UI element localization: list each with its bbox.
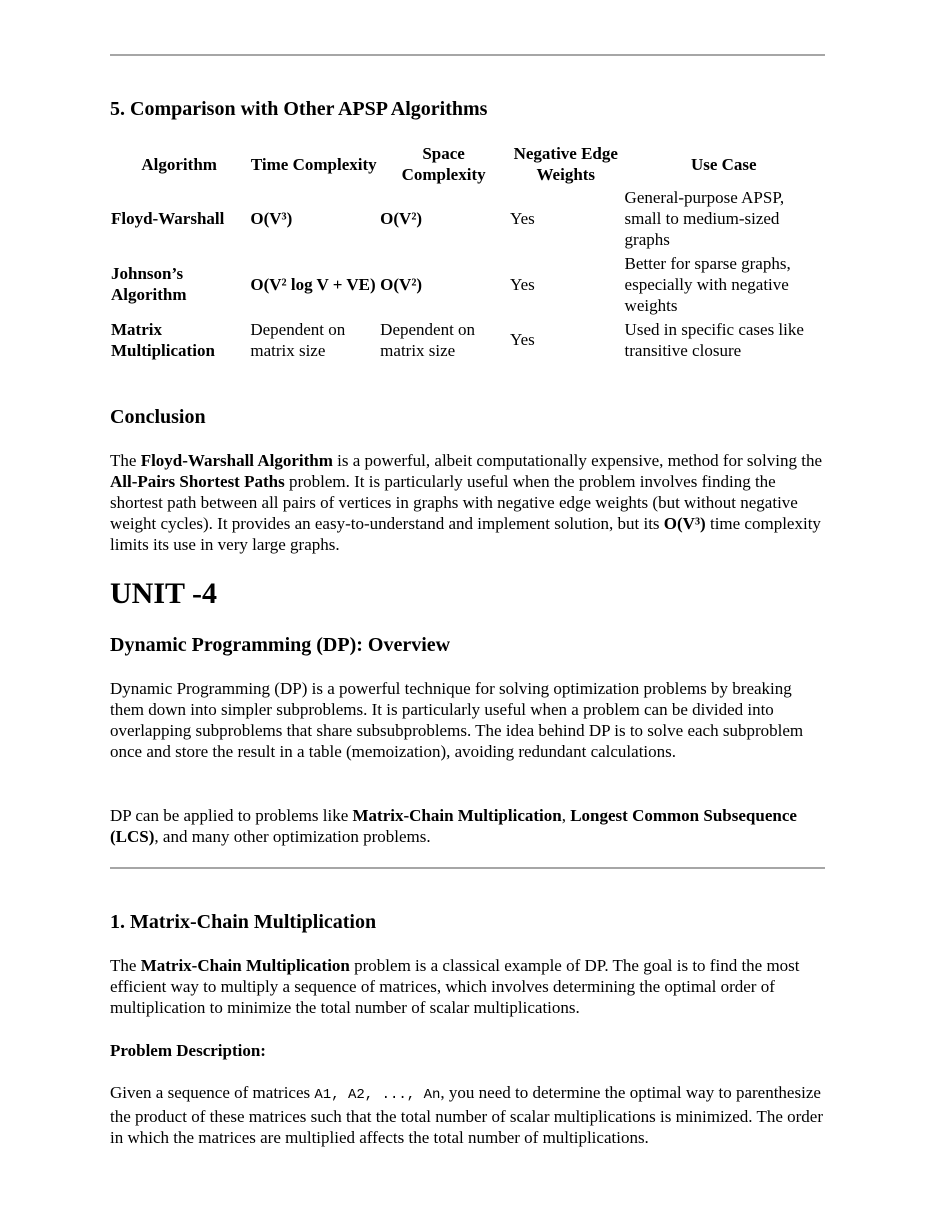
- col-header-algorithm: Algorithm: [141, 154, 217, 174]
- table-cell: Yes: [510, 274, 535, 294]
- text-run: The: [110, 956, 141, 975]
- table-row: [110, 185, 825, 251]
- unit-title: UNIT -4: [110, 577, 217, 610]
- table-cell: Better for sparse graphs, especially with negative weights: [624, 253, 791, 315]
- bold-term: Floyd-Warshall Algorithm: [140, 451, 333, 470]
- bold-term: Matrix-Chain Multiplication: [352, 806, 562, 825]
- text-run: DP can be applied to problems like: [110, 806, 353, 825]
- table-cell: Dependent on matrix size: [250, 319, 346, 360]
- text-run: ,: [561, 806, 571, 825]
- bold-term: O(V³): [663, 514, 706, 533]
- dp-paragraph-1: Dynamic Programming (DP) is a powerful technique for solving optimization problems by breaking them down into simpler subproblems. It is particularly useful when a problem can be divided into overlapping subproblems that share subsubproblems. The idea behind DP is to solve each subproblem once and store the result in a table (memoization), avoiding redundant calculations.: [110, 679, 804, 761]
- problem-description-paragraph: [110, 1082, 825, 1148]
- text-run: , and many other optimization problems.: [154, 827, 431, 846]
- table-cell: Johnson’s Algorithm: [111, 264, 187, 304]
- table-cell: Floyd-Warshall: [111, 208, 225, 228]
- text-run: problem is a classical example of DP. The goal is to find the most efficient way to multiply a sequence of matrices, which involves determining the optimal order of multiplication to minimize the total number of scalar multiplications.: [110, 956, 800, 1017]
- table-cell: Matrix Multiplication: [111, 319, 215, 360]
- text-run: problem. It is particularly useful when the problem involves finding the shortest path between all pairs of vertices in graphs with negative edge weights (but without negative weight cycles). It provides an easy-to-understand and implement solution, but its: [110, 472, 798, 533]
- table-row: [110, 317, 825, 362]
- table-cell: O(V²): [380, 274, 423, 294]
- horizontal-rule-middle: [110, 867, 825, 869]
- col-header-use-case: Use Case: [690, 154, 757, 174]
- matrix-chain-paragraph: [110, 955, 825, 1018]
- conclusion-paragraph: [110, 450, 825, 555]
- problem-description-label: [110, 1040, 825, 1061]
- text-run: , you need to determine the optimal way to parenthesize the product of these matrices such that the total number of scalar multiplications is minimized. The order in which the matrices are multiplied affects the total number of multiplications.: [110, 1083, 824, 1147]
- dp-paragraph-2: [110, 805, 825, 847]
- text-run: is a powerful, albeit computationally expensive, method for solving the: [332, 451, 823, 470]
- table-cell: Dependent on matrix size: [380, 319, 476, 360]
- table-cell: Yes: [510, 330, 535, 349]
- table-cell: Yes: [510, 208, 535, 228]
- col-header-time-complexity: Time Complexity: [250, 154, 377, 174]
- bold-term: Problem Description:: [110, 1041, 266, 1060]
- table-cell: O(V³): [250, 208, 293, 228]
- table-cell: O(V² log V + VE): [250, 274, 376, 294]
- section-heading-comparison: 5. Comparison with Other APSP Algorithms: [110, 98, 488, 120]
- text-run: time complexity limits its use in very large graphs.: [110, 514, 821, 554]
- table-cell: O(V²): [380, 208, 423, 228]
- table-row: [110, 251, 825, 317]
- table-header-row: [110, 143, 825, 185]
- text-run: Given a sequence of matrices: [110, 1083, 315, 1102]
- table-cell: Used in specific cases like transitive closure: [624, 319, 804, 360]
- inline-code: A1, A2, ..., An: [314, 1087, 441, 1103]
- bold-term: All-Pairs Shortest Paths: [110, 472, 285, 491]
- table-cell: General-purpose APSP, small to medium-sized graphs: [624, 187, 785, 249]
- bold-term: Longest Common Subsequence (LCS): [110, 806, 797, 846]
- text-run: The: [110, 451, 141, 470]
- section-heading-dp-overview: Dynamic Programming (DP): Overview: [110, 634, 451, 656]
- comparison-table: [110, 143, 825, 362]
- section-heading-conclusion: Conclusion: [110, 406, 206, 428]
- col-header-negative-edge-weights: Negative Edge Weights: [513, 144, 618, 184]
- section-heading-matrix-chain: 1. Matrix-Chain Multiplication: [110, 911, 377, 933]
- bold-term: Matrix-Chain Multiplication: [140, 956, 350, 975]
- horizontal-rule-top: [110, 54, 825, 56]
- col-header-space-complexity: Space Complexity: [401, 144, 486, 184]
